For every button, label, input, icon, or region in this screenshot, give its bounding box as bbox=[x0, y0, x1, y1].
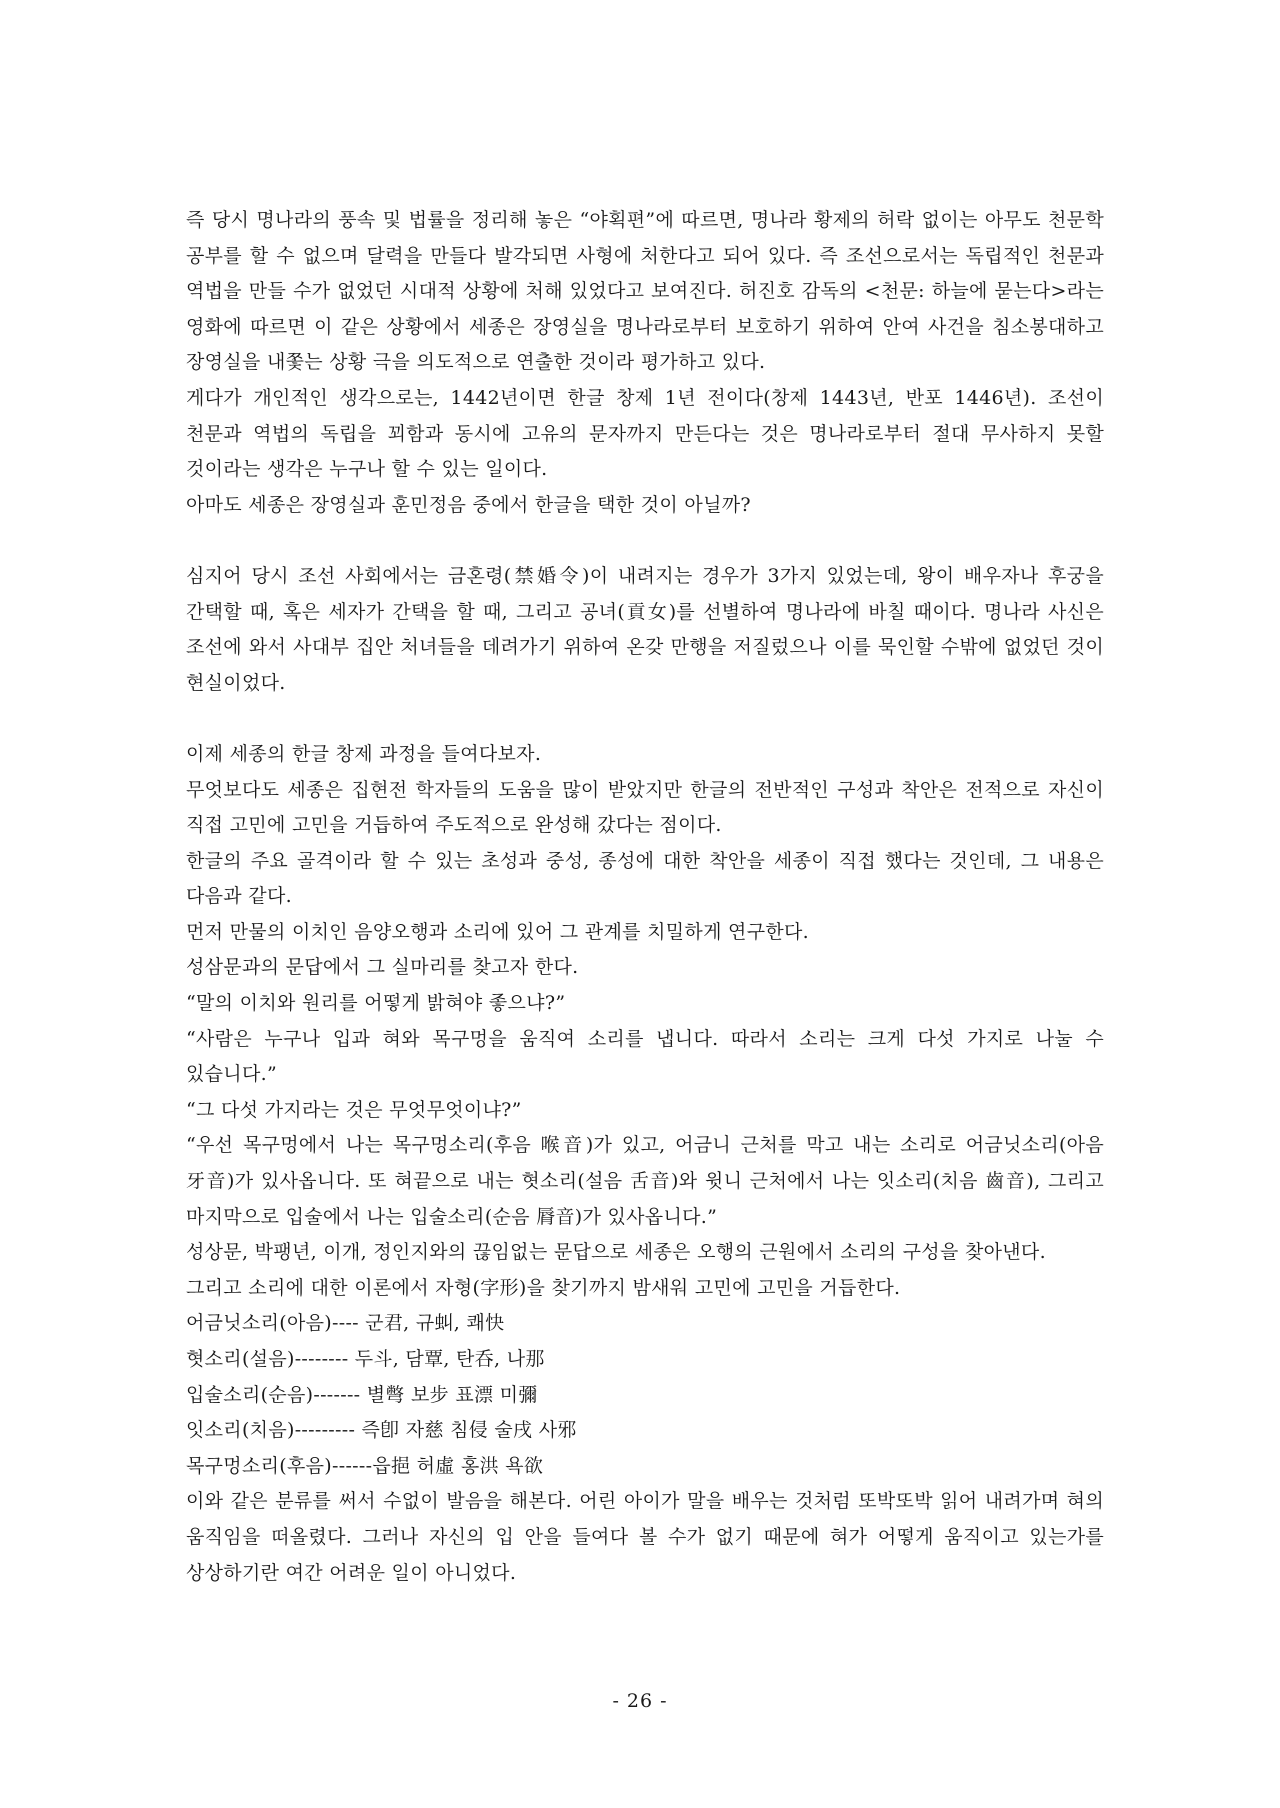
dialogue-line: “그 다섯 가지라는 것은 무엇무엇이냐?” bbox=[186, 1098, 522, 1121]
paragraph: 무엇보다도 세종은 집현전 학자들의 도움을 많이 받았지만 한글의 전반적인 구성과 착안은 전적으로 자신이 직접 고민에 고민을 거듭하여 주도적으로 완성해 갔다는 점이다. bbox=[186, 778, 1104, 837]
paragraph: 이제 세종의 한글 창제 과정을 들여다보자. bbox=[186, 742, 542, 765]
page-number: - 26 - bbox=[612, 1690, 668, 1712]
paragraph: 한글의 주요 골격이라 할 수 있는 초성과 중성, 종성에 대한 착안을 세종이 직접 했다는 것인데, 그 내용은 다음과 같다. bbox=[186, 849, 1104, 908]
dialogue-line: “사람은 누구나 입과 혀와 목구멍을 움직여 소리를 냅니다. 따라서 소리는 크게 다섯 가지로 나눌 수 있습니다.” bbox=[186, 1027, 1104, 1086]
paragraph: 그리고 소리에 대한 이론에서 자형(字形)을 찾기까지 밤새워 고민에 고민을 거듭한다. bbox=[186, 1276, 901, 1299]
paragraph: 게다가 개인적인 생각으로는, 1442년이면 한글 창제 1년 전이다(창제 1443년, 반포 1446년). 조선이 천문과 역법의 독립을 꾀함과 동시에 고유의 문자까지 만든다는 것은 명나라로부터 절대 무사하지 못할 것이라는 생각은 누구나 할 수 있는 일이다. bbox=[186, 386, 1104, 481]
paragraph: 먼저 만물의 이치인 음양오행과 소리에 있어 그 관계를 치밀하게 연구한다. bbox=[186, 920, 810, 943]
sound-class-line: 어금닛소리(아음)---- 군君, 규虯, 쾌快 bbox=[186, 1312, 505, 1335]
paragraph-gap bbox=[186, 701, 1104, 737]
dialogue-line: “우선 목구멍에서 나는 목구멍소리(후음 喉音)가 있고, 어금니 근처를 막고 내는 소리로 어금닛소리(아음 牙音)가 있사옵니다. 또 혀끝으로 내는 혓소리(설음 舌音)와 윗니 근처에서 나는 잇소리(치음 齒音), 그리고 마지막으로 입술에서 나는 입술소리(순음 脣音)가 있사옵니다.” bbox=[186, 1134, 1104, 1228]
paragraph: 이와 같은 분류를 써서 수없이 발음을 해본다. 어린 아이가 말을 배우는 것처럼 또박또박 읽어 내려가며 혀의 움직임을 떠올렸다. 그러나 자신의 입 안을 들여다 볼 수가 없기 때문에 혀가 어떻게 움직이고 있는가를 상상하기란 여간 어려운 일이 아니었다. bbox=[186, 1490, 1104, 1584]
sound-class-line: 입술소리(순음)------- 별彆 보步 표漂 미彌 bbox=[186, 1383, 538, 1406]
sound-class-line: 혓소리(설음)-------- 두斗, 담覃, 탄呑, 나那 bbox=[186, 1348, 545, 1370]
sound-class-line: 목구멍소리(후음)------읍挹 허虛 홍洪 욕欲 bbox=[186, 1454, 544, 1477]
dialogue-line: “말의 이치와 원리를 어떻게 밝혀야 좋으냐?” bbox=[186, 992, 566, 1015]
sound-class-line: 잇소리(치음)--------- 즉卽 자慈 침侵 술戌 사邪 bbox=[186, 1419, 577, 1442]
paragraph: 심지어 당시 조선 사회에서는 금혼령(禁婚令)이 내려지는 경우가 3가지 있었는데, 왕이 배우자나 후궁을 간택할 때, 혹은 세자가 간택을 할 때, 그리고 공녀(貢女)를 선별하여 명나라에 바칠 때이다. 명나라 사신은 조선에 와서 사대부 집안 처녀들을 데려가기 위하여 온갖 만행을 저질렀으나 이를 묵인할 수밖에 없었던 것이 현실이었다. bbox=[186, 564, 1104, 694]
body-text bbox=[186, 203, 1104, 1591]
paragraph: 즉 당시 명나라의 풍속 및 법률을 정리해 놓은 “야획편”에 따르면, 명나라 황제의 허락 없이는 아무도 천문학 공부를 할 수 없으며 달력을 만들다 발각되면 사형에 처한다고 되어 있다. 즉 조선으로서는 독립적인 천문과 역법을 만들 수가 없었던 시대적 상황에 처해 있었다고 보여진다. 허진호 감독의 <천문: 하늘에 묻는다>라는 영화에 따르면 이 같은 상황에서 세종은 장영실을 명나라로부터 보호하기 위하여 안여 사건을 침소봉대하고 장영실을 내쫓는 상황 극을 의도적으로 연출한 것이라 평가하고 있다. bbox=[186, 209, 1104, 374]
paragraph: 성상문, 박팽년, 이개, 정인지와의 끊임없는 문답으로 세종은 오행의 근원에서 소리의 구성을 찾아낸다. bbox=[186, 1241, 1046, 1264]
paragraph-gap bbox=[186, 523, 1104, 559]
paragraph: 아마도 세종은 장영실과 훈민정음 중에서 한글을 택한 것이 아닐까? bbox=[186, 493, 751, 516]
paragraph: 성삼문과의 문답에서 그 실마리를 찾고자 한다. bbox=[186, 956, 579, 979]
